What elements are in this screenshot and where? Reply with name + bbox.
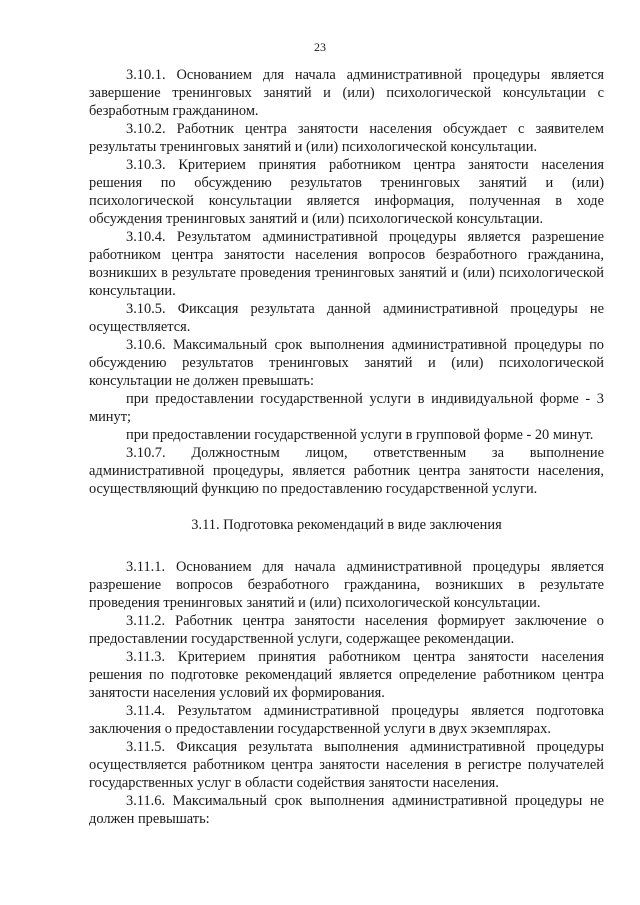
paragraph-3-11-4: 3.11.4. Результатом административной процедуры является подготовка заключения о предоставлении государственной услуги в двух экземплярах. — [89, 703, 604, 737]
section-3-11 — [89, 558, 604, 828]
paragraph-3-10-2: 3.10.2. Работник центра занятости населения обсуждает с заявителем результаты тренинговых занятий и (или) психологической консультации. — [89, 121, 604, 155]
paragraph-individual-form: при предоставлении государственной услуги в индивидуальной форме - 3 минут; — [89, 391, 604, 425]
paragraph-3-10-7: 3.10.7. Должностным лицом, ответственным за выполнение административной процедуры, является работник центра занятости населения, осуществляющий функцию по предоставлению государственной услуги. — [89, 445, 604, 497]
section-heading-3-11: 3.11. Подготовка рекомендаций в виде заключения — [191, 517, 502, 533]
paragraph-3-10-4: 3.10.4. Результатом административной процедуры является разрешение работником центра занятости населения вопросов безработного гражданина, возникших в результате проведения тренинговых занятий и (или) психологической консультации. — [89, 229, 604, 299]
paragraph-3-10-6: 3.10.6. Максимальный срок выполнения административной процедуры по обсуждению результатов тренинговых занятий и (или) психологической консультации не должен превышать: — [89, 337, 604, 389]
paragraph-3-11-2: 3.11.2. Работник центра занятости населения формирует заключение о предоставлении государственной услуги, содержащее рекомендации. — [89, 613, 604, 647]
paragraph-3-10-1: 3.10.1. Основанием для начала административной процедуры является завершение тренинговых занятий и (или) психологической консультации с безработным гражданином. — [89, 67, 604, 119]
paragraph-3-11-5: 3.11.5. Фиксация результата выполнения административной процедуры осуществляется работником центра занятости населения в регистре получателей государственных услуг в области содействия занятости населения. — [89, 739, 604, 791]
document-body — [89, 66, 604, 828]
paragraph-3-11-1: 3.11.1. Основанием для начала административной процедуры является разрешение вопросов безработного гражданина, возникших в результате проведения тренинговых занятий и (или) психологической консультации. — [89, 559, 604, 611]
paragraph-3-10-3: 3.10.3. Критерием принятия работником центра занятости населения решения по обсуждению результатов тренинговых занятий и (или) психологической консультации является информация, полученная в ходе обсуждения тренинговых занятий и (или) психологической консультации. — [89, 157, 604, 227]
paragraph-3-10-5: 3.10.5. Фиксация результата данной административной процедуры не осуществляется. — [89, 301, 604, 335]
paragraph-3-11-3: 3.11.3. Критерием принятия работником центра занятости населения решения по подготовке рекомендаций является определение работником центра занятости населения условий их формирования. — [89, 649, 604, 701]
paragraph-group-form: при предоставлении государственной услуги в групповой форме - 20 минут. — [126, 427, 594, 443]
section-3-10 — [89, 66, 604, 498]
page-number: 23 — [314, 40, 326, 54]
paragraph-3-11-6: 3.11.6. Максимальный срок выполнения административной процедуры не должен превышать: — [89, 793, 604, 827]
